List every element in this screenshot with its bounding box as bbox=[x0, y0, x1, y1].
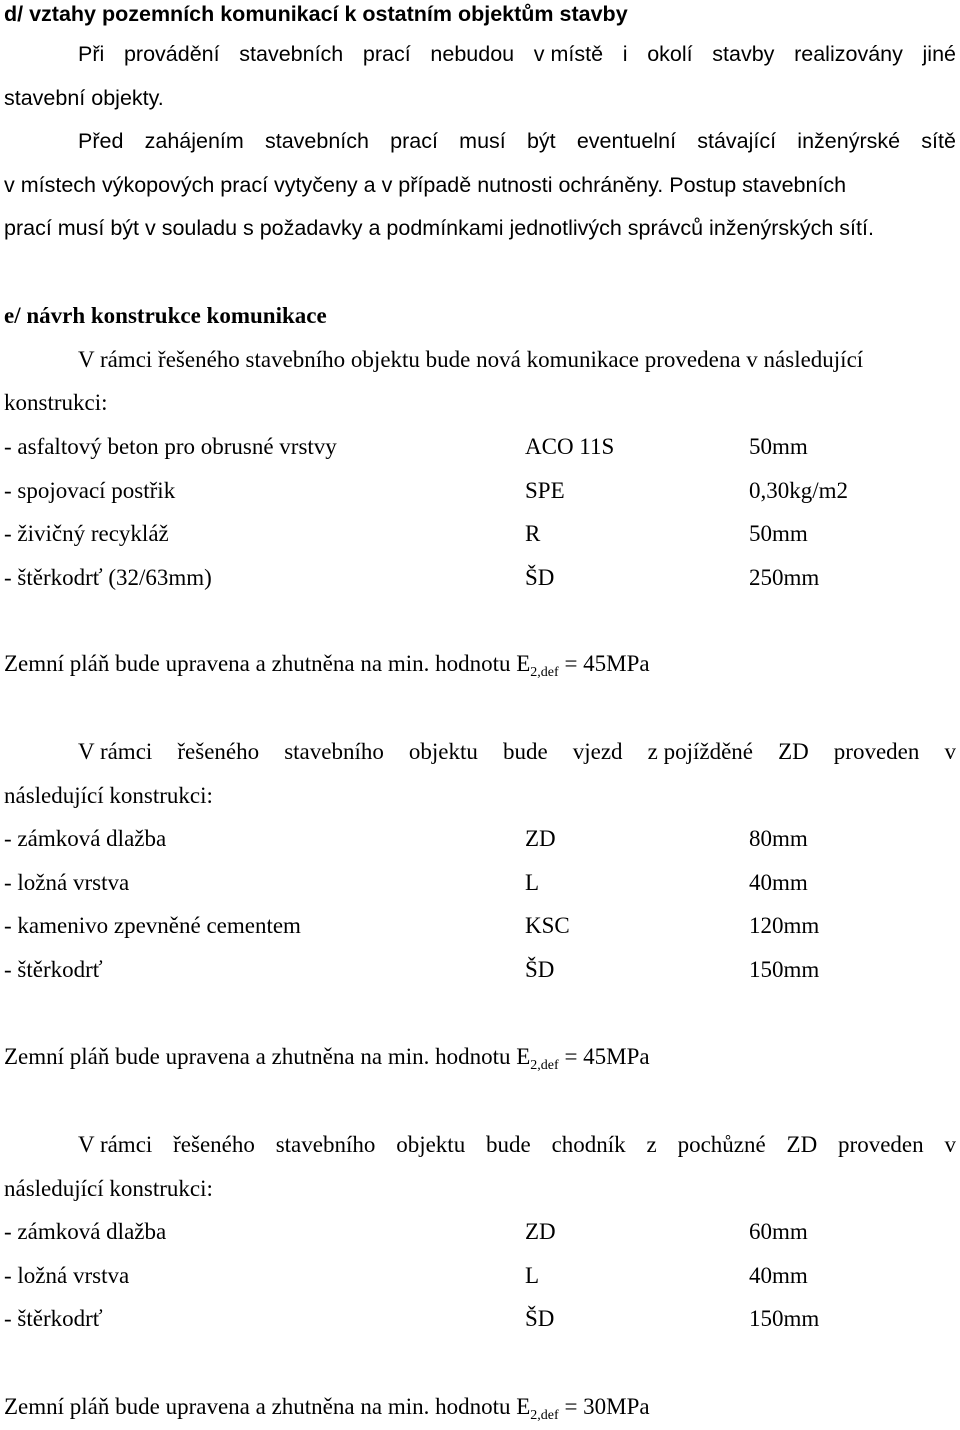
word: objektu bbox=[408, 739, 478, 764]
subgrade-note-2-subscript: 2,def bbox=[530, 1058, 559, 1073]
layer-value: 250mm bbox=[749, 565, 820, 591]
word: z pojížděné bbox=[647, 739, 753, 764]
table-row bbox=[4, 477, 956, 505]
layer-code: ŠD bbox=[525, 565, 555, 591]
word: v místě bbox=[533, 42, 604, 66]
layer-value: 50mm bbox=[749, 434, 808, 459]
word: z bbox=[646, 1132, 657, 1157]
word: inženýrské bbox=[797, 129, 901, 153]
word: stavby bbox=[712, 42, 775, 66]
word: prací bbox=[362, 42, 411, 66]
section-d-paragraph2-line1 bbox=[78, 127, 956, 155]
layer-code: R bbox=[525, 521, 541, 547]
layer-name: - ložná vrstva bbox=[4, 1262, 130, 1288]
layer-name: - štěrkodrť bbox=[4, 957, 103, 983]
word: okolí bbox=[647, 42, 693, 66]
word: V rámci bbox=[78, 1132, 153, 1157]
subgrade-note-2-prefix: Zemní pláň bude upravena a zhutněna na min. hodnotu E bbox=[4, 1044, 531, 1069]
layer-code: KSC bbox=[525, 913, 570, 939]
layer-code: L bbox=[525, 1262, 540, 1288]
layer-name: - štěrkodrť bbox=[4, 1306, 103, 1332]
section-d-heading: d/ vztahy pozemních komunikací k ostatním objektům stavby bbox=[4, 2, 628, 26]
subgrade-note-3-suffix: = 30MPa bbox=[558, 1394, 650, 1419]
table-row bbox=[4, 956, 956, 984]
word: chodník bbox=[551, 1132, 626, 1157]
word: ZD bbox=[786, 1132, 818, 1157]
word: vjezd bbox=[572, 739, 623, 764]
word: stavebního bbox=[284, 739, 384, 764]
word: být bbox=[526, 129, 556, 153]
subgrade-note-2 bbox=[4, 1043, 956, 1080]
layer-code: ZD bbox=[525, 826, 556, 851]
word: stávající bbox=[697, 129, 777, 153]
layer-code: ŠD bbox=[525, 1306, 555, 1332]
word: nebudou bbox=[430, 42, 515, 66]
word: i bbox=[622, 42, 628, 66]
layer-code: ZD bbox=[525, 1219, 556, 1244]
section-e-intro2-line1 bbox=[78, 738, 956, 766]
section-d-paragraph2-line2: v místech výkopových prací vytyčeny a v případě nutnosti ochráněny. Postup stavebních bbox=[4, 173, 847, 197]
layer-value: 120mm bbox=[749, 913, 820, 939]
subgrade-note-3-subscript: 2,def bbox=[530, 1408, 559, 1423]
subgrade-note-1-subscript: 2,def bbox=[530, 665, 559, 680]
word: řešeného bbox=[177, 739, 260, 764]
table-row bbox=[4, 825, 956, 853]
word: jiné bbox=[922, 42, 956, 66]
table-row bbox=[4, 869, 956, 897]
section-e-intro3-line2: následující konstrukci: bbox=[4, 1176, 213, 1201]
table-row bbox=[4, 520, 956, 548]
layer-value: 150mm bbox=[749, 1306, 820, 1332]
word: v bbox=[944, 1132, 956, 1157]
word: stavebního bbox=[275, 1132, 376, 1157]
word: proveden bbox=[838, 1132, 924, 1157]
word: V rámci bbox=[78, 739, 153, 764]
subgrade-note-1 bbox=[4, 650, 956, 687]
word: realizovány bbox=[794, 42, 903, 66]
layer-name: - kamenivo zpevněné cementem bbox=[4, 913, 301, 939]
layer-name: - ložná vrstva bbox=[4, 869, 130, 895]
word: řešeného bbox=[173, 1132, 255, 1157]
section-e-intro1-line2: konstrukci: bbox=[4, 390, 108, 415]
section-d-paragraph1-line1 bbox=[78, 40, 956, 68]
layer-code: L bbox=[525, 869, 540, 895]
subgrade-note-3 bbox=[4, 1393, 956, 1430]
layer-value: 60mm bbox=[749, 1219, 808, 1244]
word: ZD bbox=[778, 739, 809, 764]
layer-name: - spojovací postřik bbox=[4, 477, 176, 503]
table-row bbox=[4, 1218, 956, 1246]
layer-value: 80mm bbox=[749, 826, 808, 851]
word: Při bbox=[78, 42, 105, 66]
word: eventuelní bbox=[576, 129, 677, 153]
layer-name: - živičný recykláž bbox=[4, 521, 169, 547]
word: provádění bbox=[123, 42, 220, 66]
word: bude bbox=[486, 1132, 531, 1157]
layer-value: 50mm bbox=[749, 521, 808, 547]
layer-code: ŠD bbox=[525, 957, 555, 983]
word: prací bbox=[390, 129, 438, 153]
word: Před bbox=[78, 129, 124, 153]
table-row bbox=[4, 1262, 956, 1290]
layer-code: SPE bbox=[525, 477, 565, 503]
word: musí bbox=[459, 129, 506, 153]
word: objektu bbox=[396, 1132, 466, 1157]
section-e-intro1-line1: V rámci řešeného stavebního objektu bude nová komunikace provedena v následující bbox=[78, 347, 864, 372]
table-row bbox=[4, 1305, 956, 1333]
section-e-intro2-line2: následující konstrukci: bbox=[4, 783, 213, 808]
subgrade-note-3-prefix: Zemní pláň bude upravena a zhutněna na min. hodnotu E bbox=[4, 1394, 531, 1419]
subgrade-note-1-suffix: = 45MPa bbox=[558, 651, 650, 676]
word: stavebních bbox=[239, 42, 344, 66]
word: v bbox=[944, 739, 956, 764]
word: pochůzné bbox=[677, 1132, 766, 1157]
section-e-heading: e/ návrh konstrukce komunikace bbox=[4, 303, 327, 328]
layer-value: 0,30kg/m2 bbox=[749, 477, 849, 503]
layer-name: - asfaltový beton pro obrusné vrstvy bbox=[4, 434, 337, 459]
layer-value: 40mm bbox=[749, 1262, 808, 1288]
subgrade-note-2-suffix: = 45MPa bbox=[558, 1044, 650, 1069]
section-d-paragraph1-line2: stavební objekty. bbox=[4, 86, 164, 110]
layer-name: - zámková dlažba bbox=[4, 826, 167, 851]
layer-code: ACO 11S bbox=[525, 434, 615, 459]
layer-value: 40mm bbox=[749, 869, 808, 895]
subgrade-note-1-prefix: Zemní pláň bude upravena a zhutněna na min. hodnotu E bbox=[4, 651, 531, 676]
word: proveden bbox=[833, 739, 920, 764]
word: bude bbox=[502, 739, 548, 764]
section-e-intro3-line1 bbox=[78, 1131, 956, 1159]
section-d-paragraph2-line3: prací musí být v souladu s požadavky a podmínkami jednotlivých správců inženýrských sítí. bbox=[4, 216, 874, 240]
word: stavebních bbox=[265, 129, 369, 153]
table-row bbox=[4, 912, 956, 940]
table-row bbox=[4, 564, 956, 592]
layer-name: - štěrkodrť (32/63mm) bbox=[4, 565, 212, 591]
word: zahájením bbox=[144, 129, 244, 153]
layer-name: - zámková dlažba bbox=[4, 1219, 167, 1244]
layer-value: 150mm bbox=[749, 957, 820, 983]
table-row bbox=[4, 433, 956, 461]
word: sítě bbox=[921, 129, 956, 153]
